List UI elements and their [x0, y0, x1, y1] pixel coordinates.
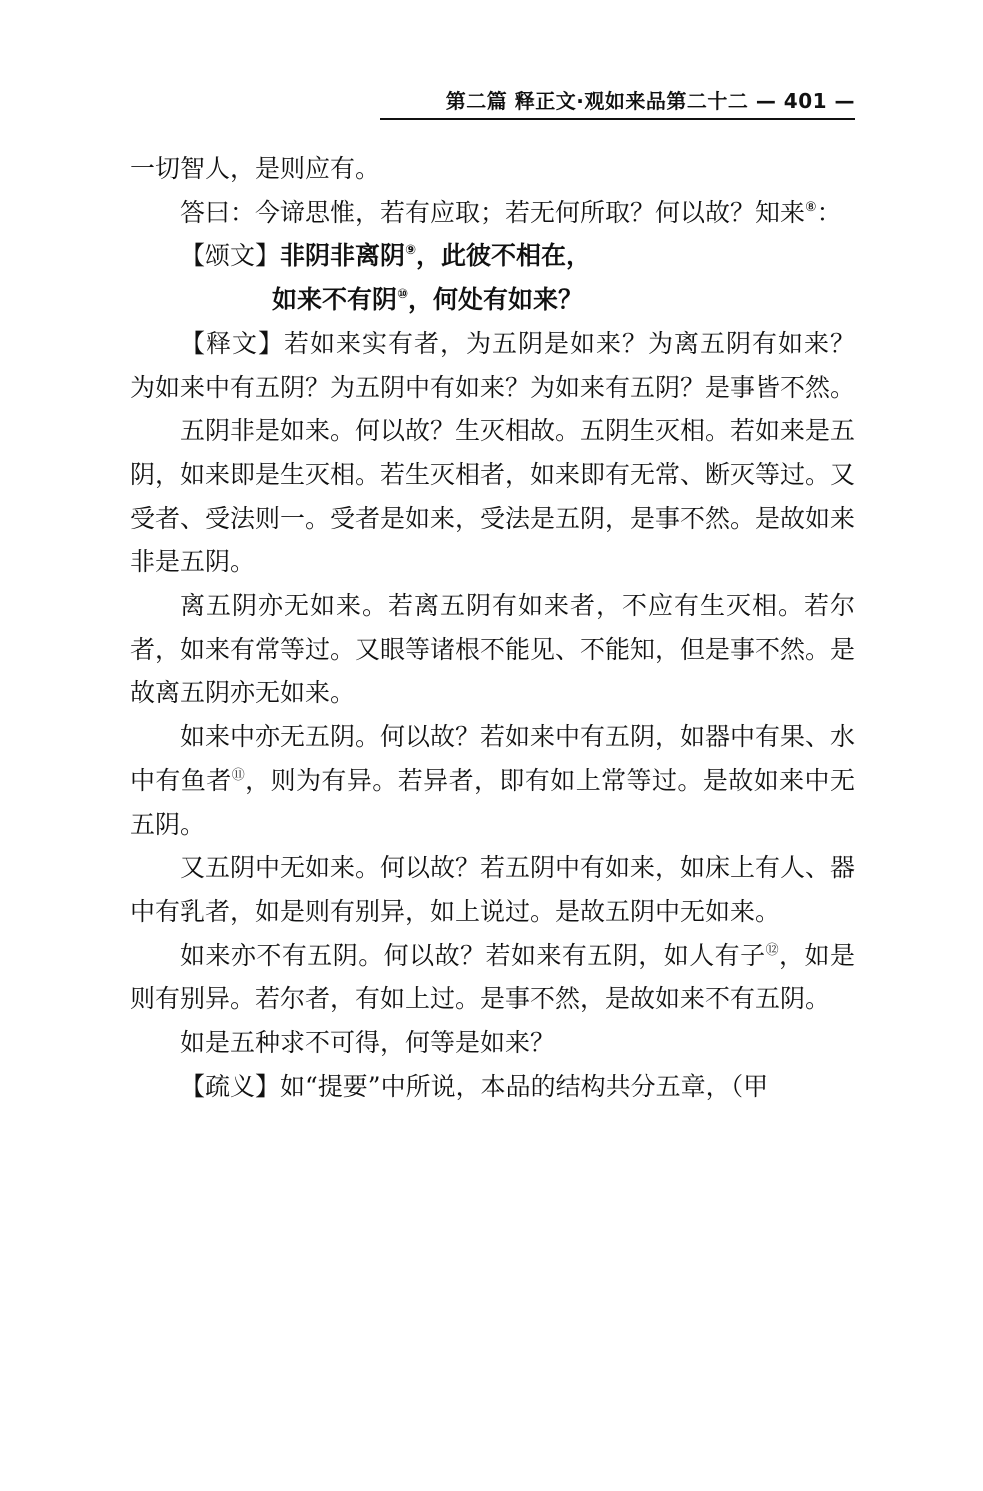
verse-line: [130, 278, 855, 322]
paragraph-text: 如来中亦无五阴。何以故？若如来中有五阴，如器中有果、水中有鱼者: [130, 722, 856, 795]
running-header: 第二篇 释正文·观如来品第二十二 — 401 —: [380, 84, 855, 120]
paragraph-text: 一切智人，是则应有。: [130, 154, 381, 183]
paragraph-text: 如来亦不有五阴。何以故？若如来有五阴，如人有子: [180, 940, 766, 970]
footnote-marker: ⑪: [231, 767, 246, 783]
paragraph: [130, 846, 855, 933]
verse-block: [130, 234, 855, 278]
footnote-marker: ⑩: [397, 287, 409, 303]
verse-text: 如来不有阴: [272, 285, 398, 315]
section-tag: 【释文】: [180, 328, 284, 358]
paragraph: [130, 1021, 855, 1065]
paragraph: [130, 1065, 855, 1109]
paragraph: [130, 322, 855, 409]
verse-text: ，此彼不相在，: [416, 241, 592, 271]
paragraph-text: ，则为有异。若异者，即有如上常等过。是故如来中无五阴。: [130, 765, 855, 839]
paragraph-text: 答曰：今谛思惟，若有应取；若无何所取？何以故？知来: [180, 197, 806, 227]
paragraph: [130, 715, 855, 846]
paragraph: [130, 934, 855, 1021]
verse-text: ，何处有如来？: [408, 285, 584, 315]
verse-text: 非阴非离阴: [280, 241, 406, 271]
body-text: [130, 147, 855, 1108]
paragraph-text: 如是五种求不可得，何等是如来？: [180, 1028, 556, 1058]
footnote-marker: ⑧: [805, 199, 817, 215]
paragraph-text: ：: [816, 197, 842, 227]
paragraph-text: 五阴非是如来。何以故？生灭相故。五阴生灭相。若如来是五阴，如来即是生灭相。若生灭相者，如来即有无常、断灭等过。又受者、受法则一。受者是如来，受法是五阴，是事不然。是故如来非是五阴。: [130, 416, 856, 577]
paragraph-text: 离五阴亦无如来。若离五阴有如来者，不应有生灭相。若尔者，如来有常等过。又眼等诸根不能见、不能知，但是事不然。是故离五阴亦无如来。: [130, 591, 856, 708]
section-tag: 【疏义】: [180, 1071, 281, 1101]
footnote-marker: ⑫: [765, 942, 780, 958]
paragraph: [130, 584, 855, 715]
paragraph-text: 又五阴中无如来。何以故？若五阴中有如来，如床上有人、器中有乳者，如是则有别异，如上说过。是故五阴中无如来。: [130, 853, 856, 926]
paragraph-text: 如“提要”中所说，本品的结构共分五章，（甲: [280, 1071, 769, 1101]
paragraph: [130, 191, 855, 235]
section-tag: 【颂文】: [180, 241, 281, 271]
paragraph-text: ，如是则有别异。若尔者，有如上过。是事不然，是故如来不有五阴。: [130, 940, 855, 1014]
paragraph: [130, 147, 855, 191]
footnote-marker: ⑨: [405, 243, 417, 259]
paragraph: [130, 409, 855, 584]
paragraph-text: 若如来实有者，为五阴是如来？为离五阴有如来？为如来中有五阴？为五阴中有如来？为如来有五阴？是事皆不然。: [130, 328, 856, 402]
